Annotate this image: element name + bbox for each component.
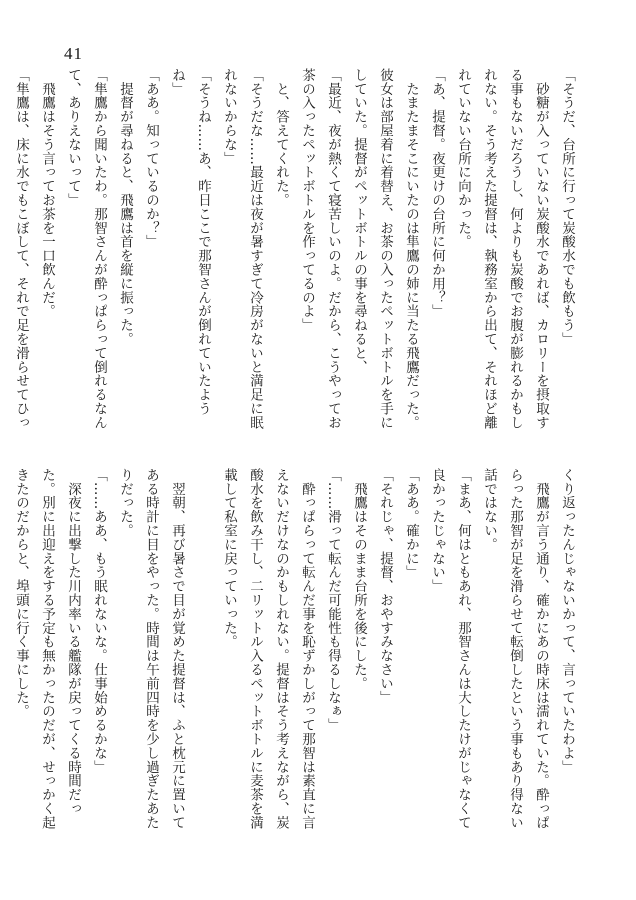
text-line: ある時計に目をやった。時間は午前四時を少し過ぎたあた [143,468,159,830]
text-line: る事もないだろうし、何よりも炭酸でお腹が膨れるかもし [507,68,523,430]
text-line: 飛鷹はそう言ってお茶を一口飲んだ。 [39,68,55,319]
text-line: 茶の入ったペットボトルを作ってるのよ」 [299,68,315,333]
text-line: ね」 [169,68,185,96]
text-line: 彼女は部屋着に着替え、お茶の入ったペットボトルを手に [377,68,393,430]
text-line: りだった。 [117,468,133,538]
text-line: 載して私室に戻っていった。 [221,468,237,649]
text-line: れていない台所に向かった。 [455,68,471,249]
text-line: 「そうだな……最近は夜が暑すぎて冷房がないと満足に眠 [247,68,263,430]
text-line: た。別に出迎えをする予定も無かったのだが、せっかく起 [39,468,55,830]
text-line: 「隼鷹は、床に水でもこぼして、それで足を滑らせてひっ [13,68,29,430]
text-line: 「……滑って転んだ可能性も得るしなぁ」 [325,468,341,733]
text-line: 「そうね……あ、昨日ここで那智さんが倒れていたよう [195,68,211,416]
text-line: 「まあ、何はともあれ、那智さんは大したけがじゃなくて [455,468,471,830]
text-line: 翌朝、再び暑さで目が覚めた提督は、ふと枕元に置いて [169,468,185,830]
blank-line [190,468,216,848]
text-line: 「そうだ、台所に行って炭酸水でも飲もう」 [559,68,575,346]
text-line: くり返ったんじゃないかって、言っていたわよ」 [559,468,575,774]
text-line: たまたまそこにいたのは隼鷹の姉に当たる飛鷹だった。 [403,68,419,430]
text-line: らった那智が足を滑らせて転倒したという事もあり得ない [507,468,523,830]
text-line: 深夜に出撃した川内率いる艦隊が戻ってくる時間だっ [65,468,81,816]
text-line: えないだけなのかもしれない。提督はそう考えながら、炭 [273,468,289,830]
page-number: 41 [64,44,83,63]
text-block-bottom [13,468,580,848]
text-line: 「ああ。確かに」 [403,468,419,580]
text-line: 飛鷹が言う通り、確かにあの時床は濡れていた。酔っぱ [533,468,549,830]
text-line: れない。そう考えた提督は、執務室から出て、それほど離 [481,68,497,430]
text-line: て、ありえないって」 [65,68,81,207]
text-line: 提督が尋ねると、飛鷹は首を縦に振った。 [117,68,133,346]
text-line: 「それじゃ、提督、おやすみなさい」 [377,468,393,705]
text-line: 酔っぱらって転んだ事を恥ずかしがって那智は素直に言 [299,468,315,830]
text-line: 酸水を飲み干し、二リットル入るペットボトルに麦茶を満 [247,468,263,830]
text-line: 話ではない。 [481,468,497,552]
text-block-top [13,68,580,458]
text-line: 砂糖が入っていない炭酸水であれば、カロリーを摂取す [533,68,549,430]
text-line: きたのだからと、埠頭に行く事にした。 [13,468,29,719]
text-line: と、答えてくれた。 [273,68,289,207]
text-line: 飛鷹はそのまま台所を後にした。 [351,468,367,691]
text-line: 「隼鷹から聞いたわ。那智さんが酔っぱらって倒れるなん [91,68,107,430]
text-line: れないからな」 [221,68,237,166]
text-line: 「……ああ、もう眠れないな。仕事始めるかな」 [91,468,107,774]
text-line: 「ああ。知っているのか？」 [143,68,159,249]
text-line: 「最近、夜が熱くて寝苦しいのよ。だから、こうやってお [325,68,341,430]
text-line: していた。提督がペットボトルの事を尋ねると、 [351,68,367,374]
text-line: 良かったじゃない」 [429,468,445,594]
text-line: 「あ、提督。夜更けの台所に何か用？」 [429,68,445,319]
